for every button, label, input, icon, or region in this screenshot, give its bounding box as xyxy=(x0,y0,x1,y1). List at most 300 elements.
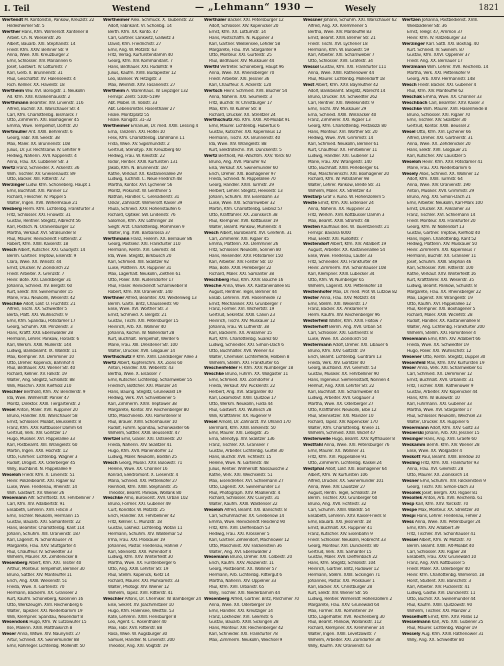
surname: Wester xyxy=(303,295,319,301)
entry-details: Elise, Wwe. XVI. Wörther Str. 3 xyxy=(108,307,168,313)
entry-details: Martha, Kontor. XVI. Lychener 56 xyxy=(108,183,173,189)
entry-details: Paul, Maurer. Lichtenbg. Möllendorff 18 xyxy=(308,77,385,83)
surname: Wesemann xyxy=(2,496,27,502)
surname: West xyxy=(303,82,315,88)
entry-details: Emil, Tischler. Neukölln, Hermann 15 xyxy=(7,514,80,520)
entry-details: Anna, Witwe. XIV. Naunynstr. 27 xyxy=(17,632,81,638)
entry-details: Paul, Kaufm. XXIII. Quitzowstr. 90 xyxy=(407,602,472,608)
entry-details: Ida, Wwe. XIV. Wrangelstr. 88 xyxy=(209,142,267,148)
entry-details: Elsa, Verkäuf. XX. Swinemünder 60 xyxy=(209,165,278,171)
entry-details: Gustav, Tischl. XXI. Petersburger 15 xyxy=(108,319,179,325)
entry-details: Erich, Beamt. Lichtenbg. Guntram 13 xyxy=(308,354,382,360)
entry-details: Marie, Frau. XIV. Wrangelstr. 140 xyxy=(308,159,372,165)
entry-details: Josef, Schuhm. XXIII. Stephan 46 xyxy=(407,260,472,266)
entry-details: Siegfr. Arzt. Charlottenbg. Mommsen 9 xyxy=(108,224,185,230)
entry-details: Anna, Wwe. XXI. Kreuzburger 2 xyxy=(7,53,69,59)
entry-details: Carl, Schuhm. XXIII. Waldstr. 54 xyxy=(308,508,370,514)
entry-details: Bruno, Sattler. XIV. Manteuffel 11 xyxy=(7,573,72,579)
entry-details: Margarete, Frau. XXV. Stuttgarter 4 xyxy=(7,543,76,549)
entry-details: Max, Lagerhalt. Neukölln, Ziethen 61 xyxy=(108,271,181,277)
entry-details: Max, Beamt. XXIII. Stromstr. 48 xyxy=(308,218,370,224)
entry-details: Franz, Feilenh. XX. Bernauer 86 xyxy=(130,236,193,242)
entry-details: Margarete, Frau. XX. Rheinsberger 22 xyxy=(407,289,481,295)
entry-details: Ernst, Mechaniker. XXI. Grünberger 7 xyxy=(209,301,282,307)
entry-details: Hermann, Schuhm. XIV. Waldemar 52 xyxy=(108,531,183,537)
entry-details: Reinhold, Kfm. XXIII. Stephanstr. 35 xyxy=(108,484,178,490)
directory-column-4 xyxy=(303,18,401,662)
entry-details: Friedr. Tischl. XVI. Lychener 18 xyxy=(308,41,368,47)
entry-details: Hugo, Beamt. XXV. Kyffhäuser 8 xyxy=(331,437,395,443)
entry-details: Emma, Plätterin. XX. Demminer 26 xyxy=(209,242,279,248)
entry-details: Filiale. Moritzplatz 55 xyxy=(108,112,150,118)
entry-details: Bernhard, Kfm. XXIII. Birkenstr. 50 xyxy=(209,425,276,431)
entry-details: Kurt, Kraftfahrer. XXI. Weserstr. 35 xyxy=(407,277,474,283)
entry-details: Julius, Dr. jur. Rechtsanw. IV. Lehrter 9 xyxy=(7,147,81,153)
surname: Wesierski xyxy=(402,431,424,437)
surname: Weser xyxy=(402,366,417,372)
surname: Wesp xyxy=(402,502,415,508)
entry-details: Robert, Kfm. XXIII. Kaiserstr. 18 xyxy=(7,242,69,248)
entry-details: Wilhelm, Schmied. XXIII. Wiclef 47 xyxy=(308,431,376,437)
entry-details: Horst, Student. XXI. Bänschstr. 3 xyxy=(407,579,471,585)
entry-details: Elise, Wwe. XX. Wolgaster 4 xyxy=(407,449,462,455)
entry-details: Emil, Maurer. XX. Wolliner 31 xyxy=(308,449,365,455)
entry-details: Herbert, Lehrer. Steglitz, Heesestr. 13 xyxy=(209,189,283,195)
entry-details: Alfr. Schriftsetz. XX. Fehrbelliner 7 xyxy=(27,496,95,502)
surname: Weschak xyxy=(402,94,422,100)
entry-details: Kurt, Elektrotechn. XVI. Dunckerstr. 5 xyxy=(209,147,282,153)
entry-details: Leo, Agent. C. Rosenthaler 40 xyxy=(108,620,167,626)
entry-details: Martha, Wwe. XX. Oderberger 27 xyxy=(308,401,374,407)
entry-details: Alfred, Buchdr. XX. Warschauer Str. 4 xyxy=(7,106,80,112)
entry-details: Ludwig, Kfm. XXV. Winterfeldt 30 xyxy=(108,555,173,561)
directory-column-2 xyxy=(103,18,201,662)
entry-details: David, Kfm. Friedrichstr. 27 xyxy=(108,41,162,47)
entry-details: Wilh. Tischler. XV. Gneisenaustr. 89 xyxy=(7,171,76,177)
entry-details: Heinr. Zimmerm. XVI. Schönhauser 108 xyxy=(308,266,386,272)
entry-details: Richard, Optiker. SW. Lindenstr. 76 xyxy=(108,212,176,218)
entry-details: Irma, Frau. XXI. Proskauer 19 xyxy=(108,537,165,543)
surname: Wesemann xyxy=(204,555,229,561)
entry-details: Wilhelm, Maler. XX. Strelitzer 43 xyxy=(308,189,371,195)
surname: Wesberg xyxy=(2,207,22,212)
entry-details: Frieda, Näherin. XIV. Skalitzer 41 xyxy=(108,443,172,449)
entry-details: Karl, Arb. XXI. Gubener 25 xyxy=(431,620,484,626)
surname: Wespi xyxy=(402,514,416,520)
surname: Weskott xyxy=(402,455,421,461)
entry-details: Carl, Kfm. Charlottenbg. Bismarck 7 xyxy=(7,112,78,118)
entry-details: Ernst, Schlosser. Moabit, Beusselstr. 8 xyxy=(7,419,81,425)
surname: Wertz xyxy=(204,153,218,159)
entry-details: Friedrich, Böttcher. XXI. Mainzer 24 xyxy=(108,384,177,390)
entry-details: Adolf, Lokf. XXI. Boxhagener 64 xyxy=(325,466,387,472)
entry-details: Bruno, Kfm. XXV. Goltzstr. 19 xyxy=(308,348,365,354)
entry-details: Erich, Ang. XXIII. Wiesenstr. 51 xyxy=(7,579,68,585)
entry-details: Luise, Plätterin. XX. Ruppiner 31 xyxy=(108,266,172,272)
surname: Westerhoff xyxy=(303,325,328,331)
surname: Wesche xyxy=(204,283,222,289)
entry-details: Ludwig, Arbeiter. XVII. Glogauer 3 xyxy=(308,396,375,401)
entry-details: Rich. Kellner. XX. Havelstr. 18 xyxy=(7,82,65,88)
entry-details: Emil, Schlosser. XIV. Mariannen 6 xyxy=(7,59,72,65)
entry-details: Walter, Ang. Lichtenbg. Frankfurter 200 xyxy=(407,325,485,331)
entry-details: Margarete, Frau. XXV. Grunewald 64 xyxy=(308,602,380,608)
entry-details: Carl, Beamter. XXV. Kaiser 3 xyxy=(428,100,484,106)
entry-details: Elisab. Lehrerin. XVII. Hasenheide 72 xyxy=(209,295,282,301)
entry-details: Isidor, Rentier. XXIII. Kurfürsten 131 xyxy=(108,159,178,165)
entry-details: Ludwig, Händler. XXI. Gubener 12 xyxy=(308,153,375,159)
entry-details: Martha, Näherin. XIV. Oppelner 33 xyxy=(209,579,277,585)
entry-details: Heinr. Kfm. XXV. Potsdamer 41 xyxy=(422,159,483,165)
entry-details: Karl, Arbeiter. XXI. Scharnweber 7 xyxy=(308,53,375,59)
surname: Westerwelle xyxy=(303,437,331,443)
surname: Westerfeld xyxy=(303,319,328,325)
entry-details: Erich, Kaufm. XXV. Akazienstr. 11 xyxy=(209,561,274,567)
surname: Weste xyxy=(303,201,317,207)
entry-details: Wilhelm, Tischler. XXI. Mainzer 2 xyxy=(407,608,471,614)
entry-details: Willy, Buchbind. N. Pappelallee 9 xyxy=(7,466,72,472)
entry-details: Abt. Lebensmittel. Rosenthaler 27 xyxy=(108,106,175,112)
entry-details: Alfred, Dreher. XXI. Gärtnerstr. 31 xyxy=(407,136,473,142)
entry-details: Berth. Kfm. XX. Konto. 47 xyxy=(108,29,158,35)
entry-details: Hildesheimer Str. 5 xyxy=(7,23,45,29)
surname: Werthmann xyxy=(2,100,29,106)
entry-details: Franz, Schneider. X. Ackerstr. 36 xyxy=(16,165,80,171)
entry-details: Walter, Tapezier. XXI. Niederbarnim 19 xyxy=(7,608,83,614)
entry-details: Bäcker. XXI. Petersburger 12 xyxy=(227,18,284,23)
entry-details: Walter, Photogr. XIV. Wiener 12 xyxy=(108,585,169,590)
entry-details: Martha, Wwe. XVI. Stargarder 17 xyxy=(407,407,472,413)
surname: Wess xyxy=(402,520,414,526)
entry-details: Anna, Wwe. XX. Kastanienallee 81 xyxy=(222,283,291,289)
entry-details: Ww. XVI. Borsigstr. 1. Neukölln xyxy=(25,88,85,94)
entry-details: Walter, Lehrer. Pankow, Breite Str. 31 xyxy=(308,183,381,189)
entry-details: Richard, Kellner. XV. Falkstr. 19 xyxy=(7,372,67,378)
entry-details: Karl, Schmied. XIII. Skalitzer 92 xyxy=(108,260,169,266)
surname: Wespe xyxy=(402,508,417,514)
entry-details: Ludwig, Gastw. XVI. Dunckerstr. 11 xyxy=(407,590,476,596)
entry-details: Johannes, Pastor. Friedenau, Hähnel 7 xyxy=(108,543,183,549)
entry-details: Curt, Konditor. W. Motzstr. 25 xyxy=(108,508,165,514)
entry-details: Walter, Kfm. Charlottenbg. Knese 11 xyxy=(308,425,380,431)
entry-details: Josef, Bergm. XXI. Rigaer 81 xyxy=(422,490,478,496)
entry-details: Kurt, Chauffeur. XX. Fehrbelliner 11 xyxy=(308,147,378,153)
entry-details: Hedwig, Näherin. XVII. Koppenstr. 4 xyxy=(7,153,77,159)
entry-details: Albert, Kfm. W. Kurfürsten 106 xyxy=(308,472,368,478)
entry-details: Oskar, Zahnarzt. Wilmersdf. Kaiser 39 xyxy=(108,201,183,207)
entry-details: Emil, Kfm. Spandau, Potsdamer 17 xyxy=(7,319,76,325)
entry-details: Franz, Zimmerer. XXI. Rigaer 13 xyxy=(308,118,371,124)
entry-details: Willy, Ang. XX. Schwedter 80 xyxy=(407,638,465,644)
entry-details: Johann, Arb. XXI. Jessner 15 xyxy=(424,431,480,437)
entry-details: Max, Weinhdl. XXV. Fasanenstr. 27 xyxy=(108,82,176,88)
entry-details: Hans, Ingen. Charlottenbg. Kant 52 xyxy=(407,236,477,242)
entry-details: Emil, Tischl. XIV. Muskauer 29 xyxy=(308,106,367,112)
entry-details: Anna, Wwe. XXI. Petersburger 24 xyxy=(414,520,481,526)
entry-details: Hans, Monteur. XVI. Wörther Str. 20 xyxy=(308,130,378,136)
surname: Wesolek xyxy=(402,490,421,496)
entry-details: Otto, Kraftfahrer. XX. Zionskirch 38 xyxy=(209,212,278,218)
entry-details: Martin, Kfm. Charlottenbg. Leibniz 57 xyxy=(209,207,283,212)
entry-details: Ernst, Drucker. IV. Zionskirch 22 xyxy=(7,266,70,272)
entry-details: Else, Sekret. XV. Joachimstaler 10 xyxy=(108,602,174,608)
entry-details: Georg, Kfm. Charlottenbg. Pestalozzi 80 xyxy=(308,124,387,130)
entry-details: Karl, Lokomotivf. XXIII. Quitzow 17 xyxy=(209,396,277,401)
entry-details: Erna, Stenotyp. XIV. Skalitzer 136 xyxy=(209,437,275,443)
entry-details: Paul, Bildhauer. XIV. Muskauer 44 xyxy=(209,59,275,65)
entry-details: Frieda, Verkäuf. XIV. Pücklerstr. 22 xyxy=(209,384,276,390)
entry-details: Friedr. Monteur. XXI. Frankfurter 20 xyxy=(407,218,476,224)
entry-details: Paul, Klempner. XXI. Boxhagener 5 xyxy=(407,307,476,313)
entry-details: Hugo, Kfm. Halensee, Westfäl. 53 xyxy=(108,608,174,614)
entry-details: Hans, Beamter. Charlottenbg. Kant 114 xyxy=(7,525,85,531)
entry-details: Karl, Kutscher. XIV. Lausitzer 5 xyxy=(407,153,466,159)
entry-details: Samuel, Händler. N. Linienstr. 200 xyxy=(108,638,175,644)
entry-details: Wiesbadener Str. 36 xyxy=(407,23,447,29)
surname: Wertzen xyxy=(402,18,421,23)
surname: Werthschütz xyxy=(204,118,233,124)
surname: Wessol xyxy=(303,65,319,71)
surname: Weschenfelder xyxy=(204,366,238,372)
entry-details: Gustav, Kfm. XXI. Frankfurter 111 xyxy=(320,65,387,71)
entry-details: Karl, Werkm. XXIII. Müllerstr. 144 xyxy=(7,342,72,348)
entry-details: Wilh. Maurer. XVII. Hasenheide 8 xyxy=(423,106,488,112)
entry-details: Karl, Arbeiter. XIV. Pücklerstr. 41 xyxy=(407,585,470,590)
surname: Wertsch xyxy=(204,88,223,94)
entry-details: Adolf, Kfm. XXIII. Turmstr. 64 xyxy=(407,177,463,183)
running-head-right: Wesely xyxy=(345,3,376,13)
entry-details: Wilhelm, Arbeiter. XXI. Zorndorfer 38 xyxy=(308,638,381,644)
directory-entry xyxy=(103,644,201,650)
entry-details: Otto, Kfm. XVI. Lychener 66 xyxy=(416,130,471,136)
entry-details: Heinr. Polizeibeamt. XXI. Rigaer 82 xyxy=(7,478,76,484)
entry-details: Paul, Bildhauer. XXI. Wiener Str. 40 xyxy=(7,366,76,372)
entry-details: Max, Bote. XXIII. Perleberger 22 xyxy=(209,266,272,272)
entry-details: Emil, Schmied. XXI. Zorndorfer 3 xyxy=(209,378,274,384)
entry-details: Nathan, Händler. C. Grenadierstr. 31 xyxy=(108,195,180,201)
entry-details: Ernst, Schmied. X. Bergstr. 21 xyxy=(108,313,167,319)
entry-details: Alfred, Ang. XX. Kremmener 5 xyxy=(308,23,368,29)
entry-details: Max, Maler. XX. Brunnenstr. 108 xyxy=(7,142,70,148)
entry-details: Max, Lagerist. XIV. Wrangelstr. 19 xyxy=(407,295,473,301)
entry-details: Hans, Elektr. XVII. Glogauer 21 xyxy=(407,147,468,153)
entry-details: Bernh. Beamt. XXIII. Alt-Moabit 40 xyxy=(407,543,474,549)
surname: Weskamm xyxy=(402,443,426,449)
entry-details: Karl, Schlosser. XVII. Ritterstr. 100 xyxy=(407,266,474,272)
entry-details: Julius, Rentier. Wilmersdf. Nassauische 2 xyxy=(209,466,288,472)
entry-details: Willi, Kraftfahrer. XX. Rügener 9 xyxy=(209,413,271,419)
entry-details: Karl, Schneider. XXI. Frankfurter 78 xyxy=(209,632,278,638)
entry-details: Otto, Kraftfahrer. Neukölln, Elbe 12 xyxy=(308,407,377,413)
entry-details: Karl, Gärtner. Zehlendorf, Machnower 12 xyxy=(209,537,290,543)
entry-details: Gertrud, Verk. XXI. Samariter 15 xyxy=(308,549,372,555)
directory-entry xyxy=(204,638,302,644)
entry-details: Karl. Sattl. XXI. Boxhag. 40 xyxy=(426,41,479,47)
entry-details: Walter, Drucker. XX. Ruppiner 6 xyxy=(407,419,469,425)
surname: Werthschütz xyxy=(103,354,132,360)
entry-details: Anna, Näherin. XX. Ruppiner 22 xyxy=(308,207,371,212)
surname: Wessely xyxy=(402,632,421,638)
entry-details: Max, Eisendreher. XVI. Schliemann 27 xyxy=(209,478,284,484)
entry-details: Bernh. Gärtner. Treptow, Elsenstr. 9 xyxy=(7,254,77,260)
entry-details: Carl, Zimmerer. XXI. Rigaer 45 xyxy=(209,236,269,242)
entry-details: Emil, Tischler. XIV. Skalitzer 30 xyxy=(407,118,467,124)
entry-details: Carl, Rentner. XXI. Wedekindstr. 9 xyxy=(308,100,374,106)
entry-details: Georg, Händler. XXIII. Turmstr. 29 xyxy=(209,183,274,189)
entry-details: Elisabeth, Lehrerin. XXV. Kaiser-Friedr. 8 xyxy=(308,514,386,520)
entry-details: Hans, Kraftf. XXII. Eberswalder 28 xyxy=(7,331,73,337)
entry-details: Erna, Schneid. XXIII. Wilsnacker 40 xyxy=(308,112,377,118)
surname: Werzinger xyxy=(402,41,425,47)
surname: Wesel xyxy=(2,407,16,413)
entry-details: Rudolf, Händler. XX. Kastanienallee 8 xyxy=(407,319,480,325)
entry-details: Otto, Kfm. W. Nürnberger 65 xyxy=(308,277,364,283)
entry-details: Anton, Maler. XVII. Ruppiner 20 xyxy=(16,407,78,413)
entry-details: Fernspr. Zentr. 5100–5199 xyxy=(108,94,160,100)
entry-details: Georg, Buchbind. XVI. Gleimstr. 53 xyxy=(308,366,376,372)
entry-details: Anna, Wwe. XX. Oderberger 19 xyxy=(209,602,271,608)
entry-details: Filiale. Königstr. 31–32 xyxy=(108,118,152,124)
entry-details: Arno, Bürovorst. XVII. Urban 102 xyxy=(124,496,188,502)
entry-details: Marie, Frau. XXI. Niederbarnim 6 xyxy=(407,165,471,171)
surname: Wesener xyxy=(402,354,422,360)
entry-details: Otto, Ang. XXIII. Lehrter Str. 19 xyxy=(108,567,169,573)
entry-details: Paul, Fräser. Reinickendf. Scharnweber 8 xyxy=(108,283,187,289)
entry-details: Martha, Verk. XXI. Pettenkofer 9 xyxy=(407,71,470,77)
entry-details: Ernst, Kfm. XX. Lottumstr. 14 xyxy=(209,29,266,35)
surname: Werthaler xyxy=(204,18,227,23)
surname: Wesenberg xyxy=(204,596,230,602)
entry-details: Alfred, Tischl. XX. Schwedter 5 xyxy=(7,307,67,313)
entry-details: Paul, Chauffeur. IV. Schwedter 33 xyxy=(7,549,72,555)
entry-details: Otto, Werkzeugm. XVII. Reichenberg 6 xyxy=(7,602,83,608)
surname: Westen xyxy=(303,224,320,230)
surname: Wesel xyxy=(402,130,416,136)
entry-details: Emma, Wwe. Reinickendf. Residenz 90 xyxy=(209,520,286,526)
surname: Wertmüller xyxy=(2,130,28,136)
directory-column-3 xyxy=(204,18,302,662)
surname: Werthner xyxy=(103,295,125,301)
entry-details: Ernst, Kfm. XXV. Pallas 12 xyxy=(428,614,479,620)
entry-details: Arnold, Dr. Zahnarzt. XV. Uhland 170 xyxy=(218,419,291,425)
entry-details: Otto, Lagerhalter. XVII. Reichenberg 30 xyxy=(308,614,385,620)
surname: Wertheimer xyxy=(103,124,130,130)
entry-details: Elisabeth, Lehrerin. XVII. Fidicin 3 xyxy=(7,508,72,514)
entry-details: Bruno, Ang. XVII. Fichtestr. 32 xyxy=(308,502,367,508)
entry-details: Franz, Lokheizer. XVI. Gleimstr. 6 xyxy=(209,614,273,620)
entry-details: Martin, Ingen. XXII. Hochstr. 12 xyxy=(7,449,68,455)
entry-details: Helmut, Ang. XXIII. Lehrter Str. 22 xyxy=(308,384,375,390)
entry-details: Paul, Maurer. Reinickendf. Flottenstr. 2 xyxy=(7,236,82,242)
entry-details: Berta, Plätt. XXI. Wühlischstr. 9 xyxy=(7,313,68,319)
entry-details: Georg, Kfm. XIV. Kommandant. 7 xyxy=(108,59,173,65)
entry-details: Fritz, Schlosser. XXI. Finowstr. 31 xyxy=(7,212,71,218)
entry-details: Bernh. Kfm. XIV. Wiener 28 xyxy=(426,443,480,449)
entry-details: Frieda, Wwe. XX. Schwedter 19 xyxy=(407,342,469,348)
entry-details: Konrad, Elektromont. X. Liesenstr. 4 xyxy=(108,472,179,478)
entry-details: Georg, Arb. XXIV. Hermannstr. 148 xyxy=(407,77,475,83)
entry-details: Alb. Kfm. XXIII. Alt-Moabit 91 xyxy=(233,118,290,124)
entry-details: Friedr. Arbeiter. X. Grenzstr. 7 xyxy=(7,271,65,277)
entry-details: Richard, Fleischer. IV. Pappel 5 xyxy=(7,195,67,201)
entry-details: Hermann, Tischl. XX. Brunnenstr. 40 xyxy=(209,136,281,142)
entry-details: Josef, Gastwirt. IV. Lottumstr. 7 xyxy=(7,65,67,71)
entry-details: Hugo, Polier. XXI. Wühlischstr. 12 xyxy=(407,348,472,354)
section-label: I. Teil xyxy=(4,3,30,13)
surname: Wertzel xyxy=(103,437,121,443)
surname: Weschke xyxy=(103,496,123,502)
entry-details: Emil, Händler. XXI. Kreutziger 14 xyxy=(209,608,273,614)
entry-details: Emil, Ang. W. Motzstr. 63 xyxy=(108,47,157,53)
entry-details: Gustav, Gärtner. Treptow, Kiefholz 40 xyxy=(407,230,480,236)
entry-details: Heinrich, Arb. XX. Wolliner 40 xyxy=(108,325,166,331)
entry-details: Frida, Wwe. XV. Sigismundstr. 2 xyxy=(108,142,170,148)
entry-details: Alex. Schmuck. X. Taubenstr. 22 xyxy=(130,18,194,23)
entry-details: Anna, Frau. XX. Lübbener Str. 3 xyxy=(7,159,69,165)
entry-details: Emma, Wwe. Tempelhof, Dorfstr. 20 xyxy=(7,124,78,130)
entry-details: Heinr. Bote. XXI. Landsberger 31 xyxy=(7,277,72,283)
surname: Weschler xyxy=(103,596,124,602)
entry-details: August, Rentner. Tegel, Berliner 44 xyxy=(209,289,277,295)
entry-details: Gustav, Kutscher. XXI. Kopernikus 12 xyxy=(209,130,282,136)
entry-details: Otto, Buchdr. XX. Swinemünder 44 xyxy=(407,596,476,602)
entry-details: Friedr. Maler. XX. Oderberger 40 xyxy=(407,567,470,573)
entry-details: Willi, Maschin. XXIV. Kiefholz 210 xyxy=(7,384,72,390)
surname: Westfahl xyxy=(303,443,323,449)
surname: Westphal xyxy=(303,466,324,472)
entry-details: Otto, Werkm. Neukölln, Fulda 44 xyxy=(209,401,273,407)
entry-details: Fritz, Tischler. XVI. Schönhauser 41 xyxy=(407,531,476,537)
entry-details: Willy, Tischler. XXI. Niederbarnim 44 xyxy=(209,590,280,596)
entry-details: Karl, Steinsetz. XXII. Pufendorf 4 xyxy=(108,549,172,555)
entry-details: Ida, Wwe. Wilmersdf. Pariser 47 xyxy=(7,396,70,401)
entry-details: Kurt, Kfm. Charlottenbg. Suarez 60 xyxy=(209,336,278,342)
entry-details: Karl, Lagerist. N. Schönhauser 74 xyxy=(7,537,73,543)
entry-details: Bertha, Wwe. XIV. Manteuffel 83 xyxy=(308,29,372,35)
entry-details: Paul, Kfm. XVII. Urbanstr. 65 xyxy=(209,585,265,590)
surname: Wessner xyxy=(303,18,323,23)
entry-details: Rudolf, Drogist. XX. Oderberger 45 xyxy=(7,460,76,466)
entry-details: Emil, Rohrleger. Lichtenbg. Möllendf. 50 xyxy=(7,644,85,650)
entry-details: Richard, Drucker. XX. Strelitzer 24 xyxy=(209,112,276,118)
entry-details: Marie, Frau. XIII. Dresdener Str. 100 xyxy=(108,342,178,348)
entry-details: Karl, Buchhalt. XXI. Scharnweber 44 xyxy=(308,390,379,396)
entry-details: Frieda, Verk. XIV. Görlitzer 40 xyxy=(308,360,365,366)
entry-details: Max, Former. XXI. Romintener 19 xyxy=(308,608,373,614)
entry-details: Alfons, Dr. Chemiker. W. Bamberger 24 xyxy=(124,596,201,602)
entry-details: Margarete, Frau. XVI. Stargarder 9 xyxy=(209,47,277,53)
entry-details: Paul, Schlosser. Neukölln, Weichsel 23 xyxy=(407,413,482,419)
entry-details: Hans, Lehrer. Friedenau, Fehler 2 xyxy=(416,514,482,520)
directory-title: — „Lehmann“ 1930 — xyxy=(195,3,314,13)
entry-details: Emil, Maurer. Lichtenbg. Hubertus 6 xyxy=(209,124,280,130)
entry-details: Bertha, Wwe. X. Elsasser 7 xyxy=(108,372,161,378)
entry-details: Otto, Maurer. XX. Zionskirch 14 xyxy=(407,472,469,478)
entry-details: Franz, Bäcker. XX. Anklamer 9 xyxy=(308,307,367,313)
surname: Wesemann xyxy=(402,336,427,342)
entry-details: Friedr. Bäcker. XXI. Gubener 4 xyxy=(417,82,477,88)
entry-details: Helene, Wwe. XX. Choriner 16 xyxy=(108,466,168,472)
entry-details: Heinrich, Tischl. XIV. Muskauer 12 xyxy=(209,319,275,325)
entry-details: Paula, Schneid. XXV. Hohenstaufen 6 xyxy=(108,207,181,212)
entry-details: Paul, Gastwirt. XXI. Wühlisch 28 xyxy=(209,407,272,413)
entry-details: Hans, Ang. XVII. Graefe 60 xyxy=(424,437,477,443)
entry-details: Alfred, Drucker. XX. Swinemünder 101 xyxy=(308,478,384,484)
entry-details: Hedwig, Wwe. XVII. Grimmstr. 14 xyxy=(308,136,374,142)
entry-details: Emil, Bauarb. XXI. Jessnerstr. 18 xyxy=(308,520,371,526)
entry-details: Otto, Zimmerm. XXI. Boxhagener 45 xyxy=(7,118,79,124)
entry-details: Kurt. Schneid. IV. Swinem. 87 xyxy=(407,47,465,53)
